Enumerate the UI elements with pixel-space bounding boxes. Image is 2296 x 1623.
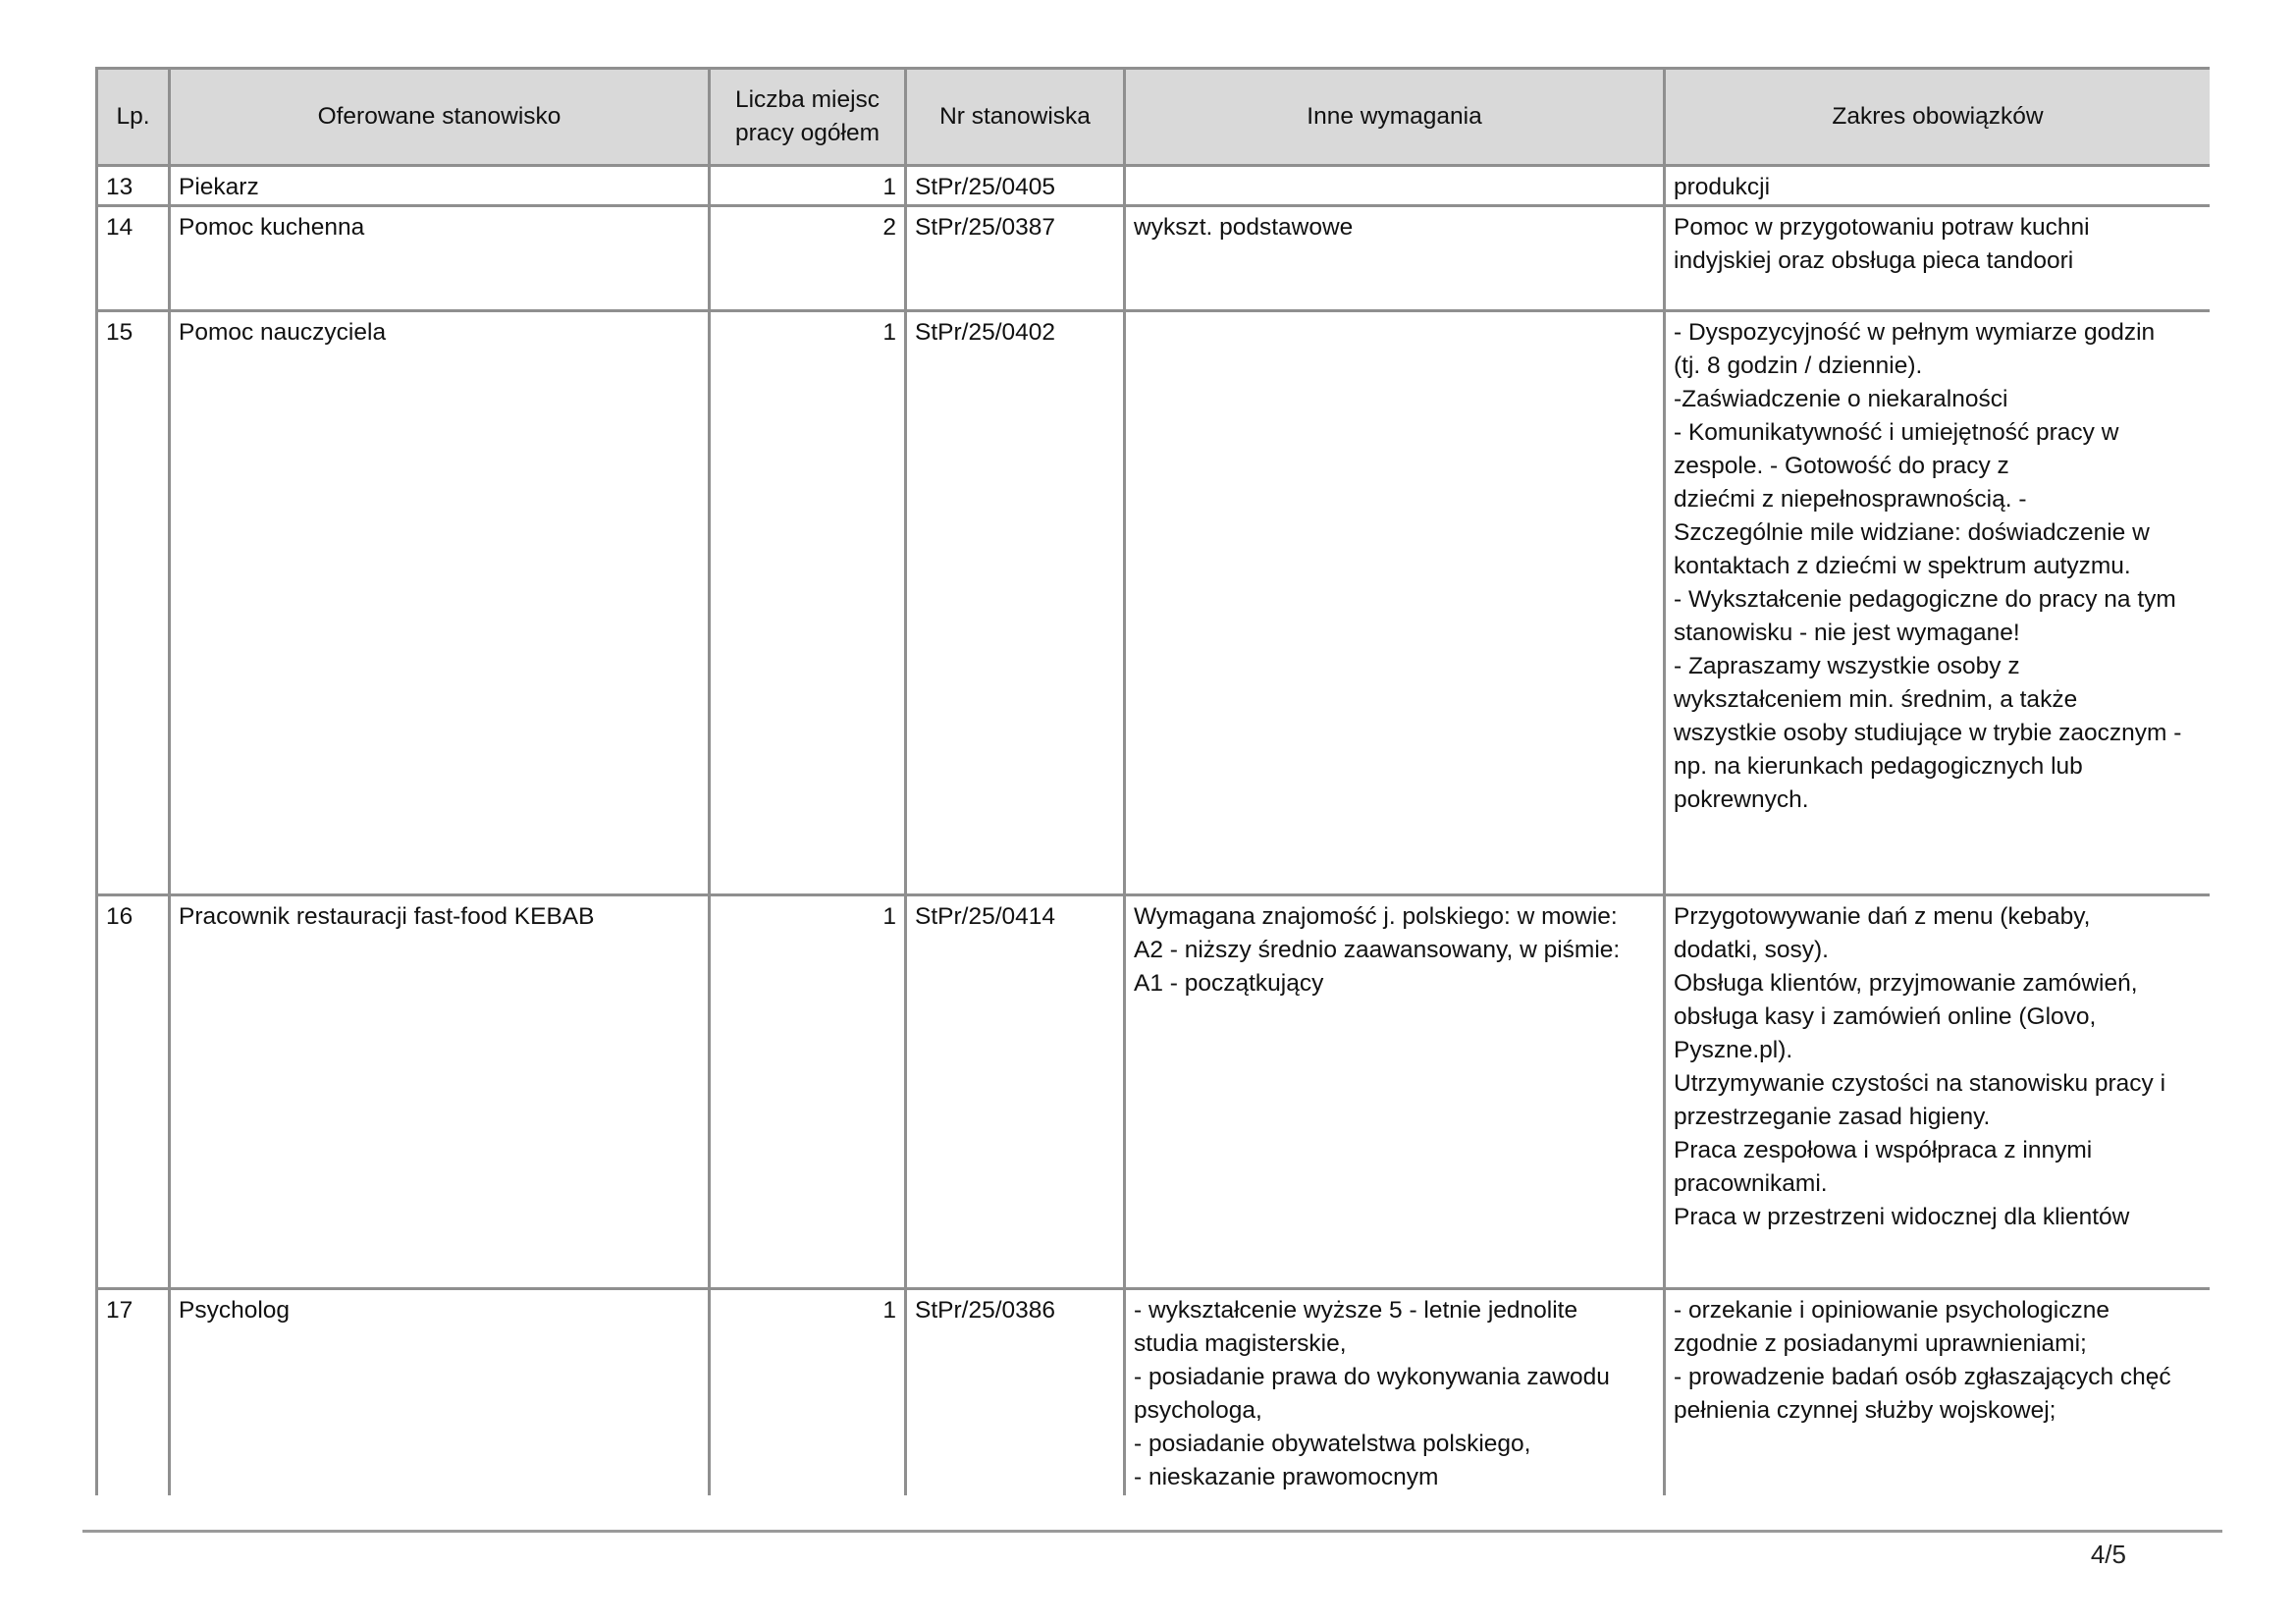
cell-duties: produkcji bbox=[1665, 166, 2211, 206]
cell-lp: 16 bbox=[97, 895, 170, 1289]
cell-position: Piekarz bbox=[170, 166, 710, 206]
header-requirements: Inne wymagania bbox=[1125, 69, 1665, 166]
cell-lp: 15 bbox=[97, 311, 170, 895]
cell-count: 1 bbox=[710, 1289, 906, 1496]
cell-code: StPr/25/0386 bbox=[906, 1289, 1125, 1496]
page-number: 4/5 bbox=[2090, 1540, 2126, 1569]
cell-duties: Przygotowywanie dań z menu (kebaby, dodatki, sosy). Obsługa klientów, przyjmowanie zamówień, obsługa kasy i zamówień online (Glovo, Pyszne.pl). Utrzymywanie czystości na stanowisku pracy i przestrzeganie zasad higieny. Praca zespołowa i współpraca z innymi pracownikami. Praca w przestrzeni widocznej dla klientów bbox=[1665, 895, 2211, 1289]
table-header-row bbox=[97, 69, 2211, 166]
cell-count: 1 bbox=[710, 166, 906, 206]
cell-requirements: - wykształcenie wyższe 5 - letnie jednolite studia magisterskie, - posiadanie prawa do wykonywania zawodu psychologa, - posiadanie obywatelstwa polskiego, - nieskazanie prawomocnym bbox=[1125, 1289, 1665, 1496]
cell-lp: 13 bbox=[97, 166, 170, 206]
table-row bbox=[97, 166, 2211, 206]
header-code: Nr stanowiska bbox=[906, 69, 1125, 166]
cell-code: StPr/25/0414 bbox=[906, 895, 1125, 1289]
cell-lp: 14 bbox=[97, 206, 170, 311]
footer-divider bbox=[82, 1530, 2222, 1533]
cell-code: StPr/25/0387 bbox=[906, 206, 1125, 311]
cell-lp: 17 bbox=[97, 1289, 170, 1496]
cell-count: 1 bbox=[710, 895, 906, 1289]
cell-code: StPr/25/0402 bbox=[906, 311, 1125, 895]
cell-duties: - Dyspozycyjność w pełnym wymiarze godzin (tj. 8 godzin / dziennie). -Zaświadczenie o niekaralności - Komunikatywność i umiejętność pracy w zespole. - Gotowość do pracy z dziećmi z niepełnosprawnością. - Szczególnie mile widziane: doświadczenie w kontaktach z dziećmi w spektrum autyzmu. - Wykształcenie pedagogiczne do pracy na tym stanowisku - nie jest wymagane! - Zapraszamy wszystkie osoby z wykształceniem min. średnim, a także wszystkie osoby studiujące w trybie zaocznym - np. na kierunkach pedagogicznych lub pokrewnych. bbox=[1665, 311, 2211, 895]
table-row bbox=[97, 311, 2211, 895]
cell-duties: Pomoc w przygotowaniu potraw kuchni indyjskiej oraz obsługa pieca tandoori bbox=[1665, 206, 2211, 311]
job-offers-table bbox=[95, 67, 2210, 1495]
header-position: Oferowane stanowisko bbox=[170, 69, 710, 166]
cell-position: Pomoc nauczyciela bbox=[170, 311, 710, 895]
cell-count: 1 bbox=[710, 311, 906, 895]
cell-position: Pracownik restauracji fast-food KEBAB bbox=[170, 895, 710, 1289]
cell-code: StPr/25/0405 bbox=[906, 166, 1125, 206]
cell-requirements bbox=[1125, 166, 1665, 206]
table-row bbox=[97, 1289, 2211, 1496]
cell-duties: - orzekanie i opiniowanie psychologiczne zgodnie z posiadanymi uprawnieniami; - prowadzenie badań osób zgłaszających chęć pełnienia czynnej służby wojskowej; bbox=[1665, 1289, 2211, 1496]
header-count: Liczba miejsc pracy ogółem bbox=[710, 69, 906, 166]
cell-position: Psycholog bbox=[170, 1289, 710, 1496]
header-lp: Lp. bbox=[97, 69, 170, 166]
table-row bbox=[97, 206, 2211, 311]
cell-count: 2 bbox=[710, 206, 906, 311]
cell-position: Pomoc kuchenna bbox=[170, 206, 710, 311]
cell-requirements bbox=[1125, 311, 1665, 895]
header-duties: Zakres obowiązków bbox=[1665, 69, 2211, 166]
job-offers-table-container bbox=[95, 67, 2210, 1495]
table-row bbox=[97, 895, 2211, 1289]
cell-requirements: Wymagana znajomość j. polskiego: w mowie: A2 - niższy średnio zaawansowany, w piśmie: A1 - początkujący bbox=[1125, 895, 1665, 1289]
cell-requirements: wykszt. podstawowe bbox=[1125, 206, 1665, 311]
